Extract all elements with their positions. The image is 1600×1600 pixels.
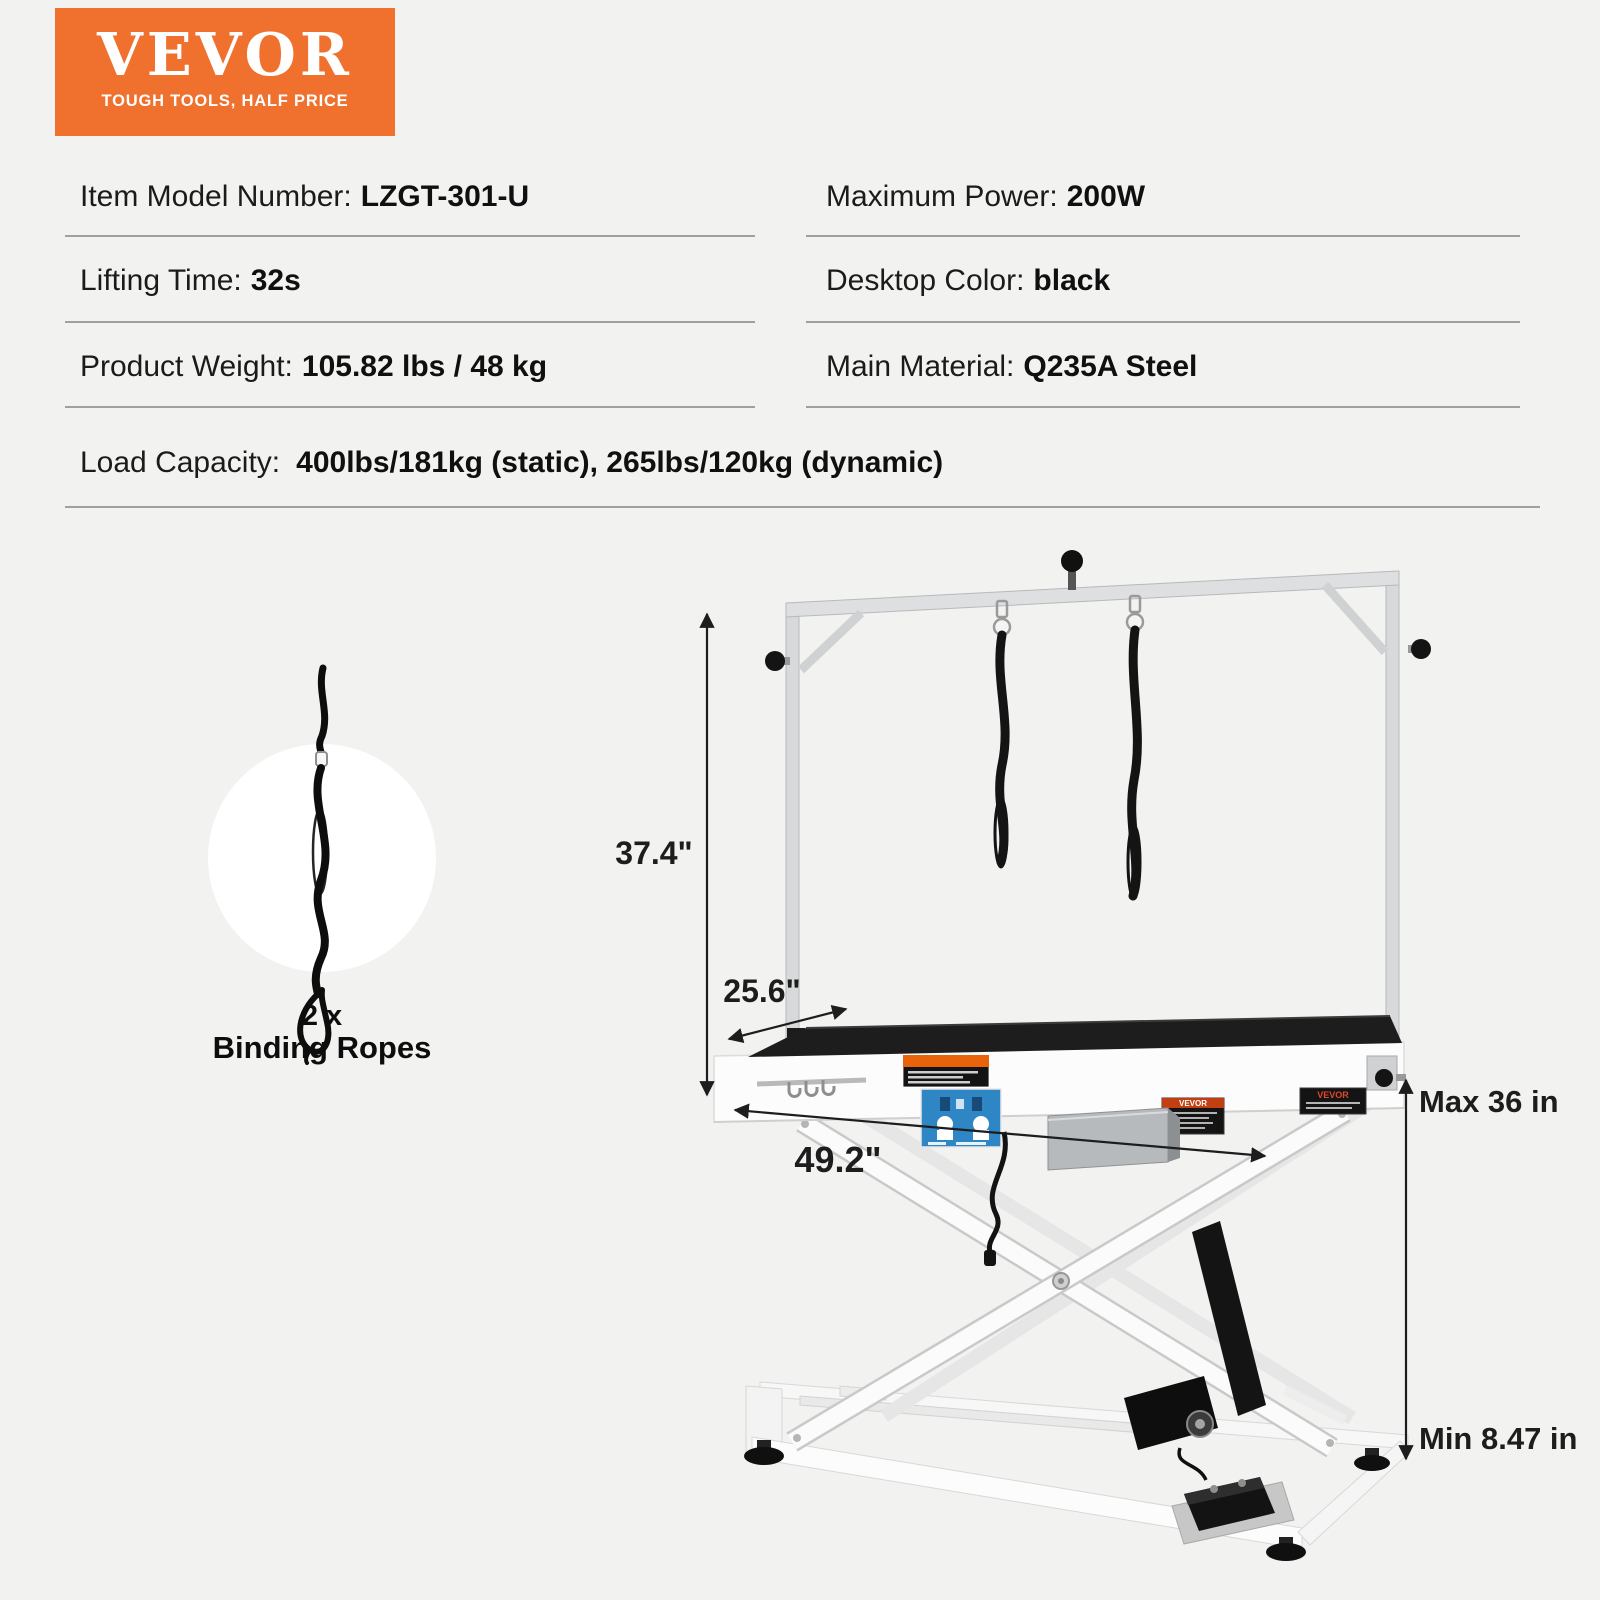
top-knob-stem <box>1068 570 1076 590</box>
corner-brace-left <box>801 613 861 670</box>
spec-label: Main Material: <box>826 350 1015 383</box>
divider <box>65 506 1540 508</box>
divider <box>806 321 1520 323</box>
top-clamp-knob <box>1061 550 1083 572</box>
rope-link <box>316 752 327 766</box>
spec-desktop-color <box>826 264 1110 298</box>
spec-max-power <box>826 180 1145 214</box>
spec-label: Lifting Time: <box>80 264 242 297</box>
spec-value: 32s <box>250 264 301 297</box>
vevor-logo <box>55 8 395 136</box>
spec-label: Load Capacity: <box>80 446 281 479</box>
spec-value: 400lbs/181kg (static), 265lbs/120kg (dynamic) <box>296 446 944 479</box>
brand-name: VEVOR <box>97 20 353 89</box>
spec-lifting-time <box>80 264 301 298</box>
spec-value: Q235A Steel <box>1023 350 1198 383</box>
instruction-sticker <box>921 1089 1001 1147</box>
brand-sticker <box>1300 1088 1366 1114</box>
spec-value: 105.82 lbs / 48 kg <box>301 350 548 383</box>
electric-actuator <box>1124 1221 1266 1480</box>
sticker-brand-text: VEVOR <box>1317 1090 1349 1100</box>
spec-label: Maximum Power: <box>826 180 1058 213</box>
max-height-label: Max 36 in <box>1419 1084 1559 1119</box>
divider <box>65 406 755 408</box>
bracket-knob <box>1375 1069 1393 1087</box>
spec-label: Item Model Number: <box>80 180 352 213</box>
arm-height-label: 37.4" <box>615 835 693 871</box>
spec-value: black <box>1033 264 1111 297</box>
accessory-name: Binding Ropes <box>212 1030 432 1065</box>
spec-main-material <box>826 350 1197 384</box>
spec-load-capacity <box>80 446 943 480</box>
divider <box>65 235 755 237</box>
accessory-quantity: 2 x <box>301 1000 343 1032</box>
pedal-wire <box>1179 1448 1206 1480</box>
min-height-label: Min 8.47 in <box>1419 1421 1578 1456</box>
brand-tagline: TOUGH TOOLS, HALF PRICE <box>101 92 349 110</box>
spec-label: Product Weight: <box>80 350 293 383</box>
hanging-strap <box>1127 596 1143 898</box>
warning-sticker <box>903 1055 989 1087</box>
depth-label: 25.6" <box>723 973 801 1009</box>
spec-item-model <box>80 180 529 214</box>
spec-label: Desktop Color: <box>826 264 1025 297</box>
overhead-arm <box>765 550 1431 1085</box>
corner-brace-right <box>1325 585 1385 652</box>
divider <box>65 321 755 323</box>
divider <box>806 235 1520 237</box>
spec-value: LZGT-301-U <box>360 180 530 213</box>
divider <box>806 406 1520 408</box>
spec-value: 200W <box>1066 180 1146 213</box>
sticker-brand-text: VEVOR <box>1178 1099 1208 1108</box>
cable-plug <box>984 1250 996 1266</box>
hanging-strap <box>994 601 1010 867</box>
length-label: 49.2" <box>794 1139 882 1180</box>
spec-product-weight <box>80 350 547 384</box>
grooming-table-illustration <box>600 546 1580 1596</box>
left-post-knob <box>765 651 785 671</box>
right-post-knob <box>1411 639 1431 659</box>
